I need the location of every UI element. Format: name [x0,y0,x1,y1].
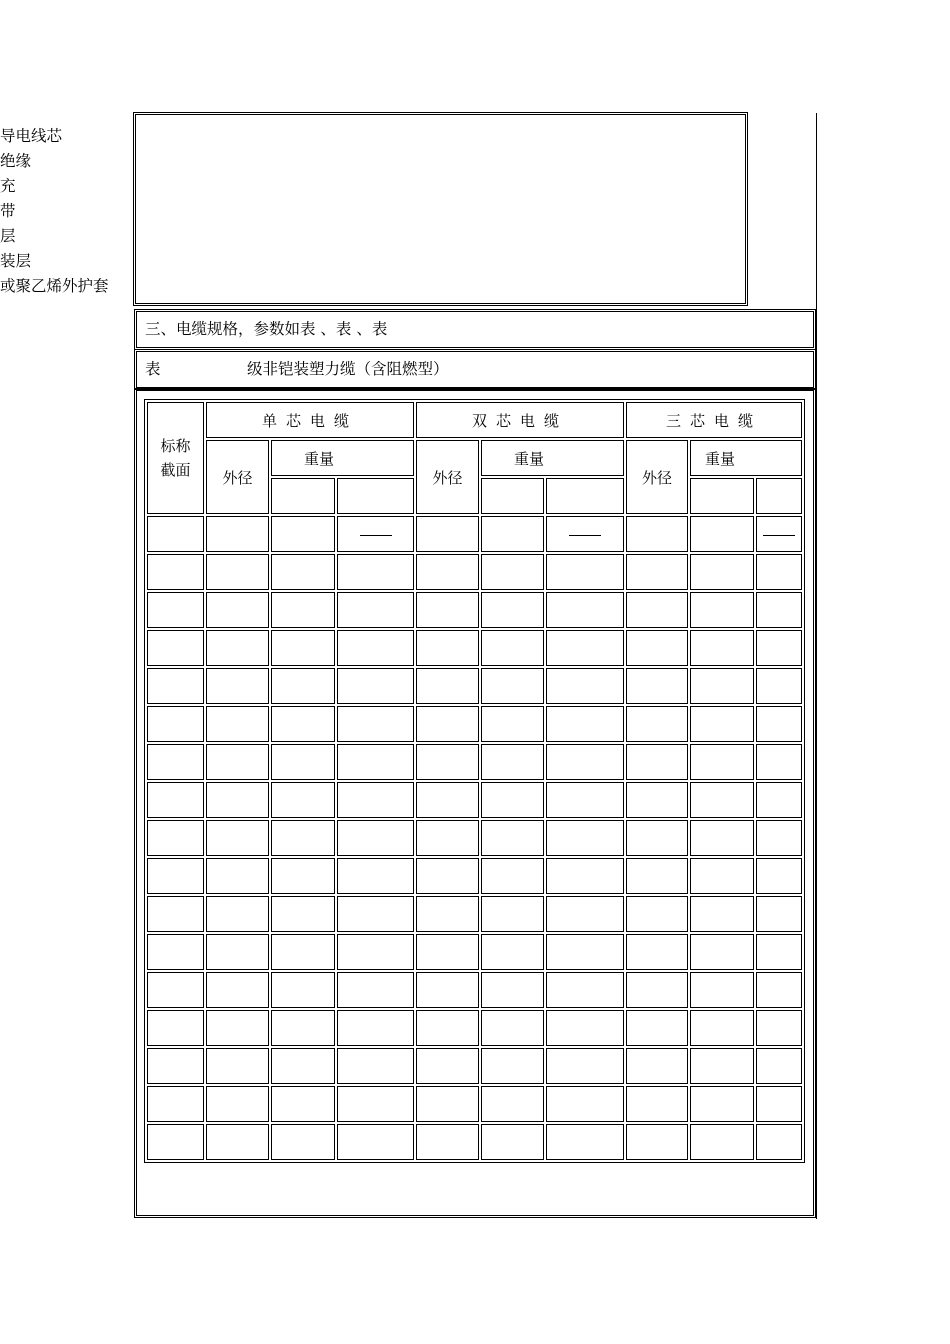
table-cell [626,668,688,704]
table-cell [206,592,269,628]
table-cell [756,1048,802,1084]
table-row [147,1010,802,1046]
table-row [147,972,802,1008]
table-cell [416,1048,479,1084]
header-outer-diameter: 外径 [206,440,269,514]
table-cell [416,1086,479,1122]
table-cell [337,1010,414,1046]
spec-table-frame [136,390,814,1216]
table-cell [271,858,335,894]
table-cell [756,668,802,704]
legend-item: 绝缘 [0,152,32,170]
table-cell [337,554,414,590]
table-cell [690,706,754,742]
table-cell [690,1124,754,1160]
header-outer-diameter: 外径 [626,440,688,514]
header-two-core: 双芯电缆 [416,402,624,438]
table-row [147,858,802,894]
table-row [147,820,802,856]
table-cell [481,668,544,704]
spec-table [144,399,805,1163]
section-heading-bar [136,311,814,348]
table-cell [481,972,544,1008]
table-cell [337,706,414,742]
table-cell [756,858,802,894]
table-cell [206,706,269,742]
table-cell [626,1048,688,1084]
table-row [147,896,802,932]
legend-item: 导电线芯 [0,127,63,145]
table-cell [206,972,269,1008]
header-weight-sub [690,478,754,514]
table-cell [546,1048,624,1084]
table-cell [481,1086,544,1122]
table-cell [147,592,204,628]
table-cell [337,744,414,780]
table-cell [147,934,204,970]
table-cell [690,1048,754,1084]
table-cell [756,1010,802,1046]
table-cell [271,934,335,970]
table-cell [756,820,802,856]
table-cell [690,516,754,552]
table-cell [416,1124,479,1160]
header-outer-diameter: 外径 [416,440,479,514]
table-cell [690,554,754,590]
table-cell [337,782,414,818]
legend-item: 带 [0,202,16,220]
table-cell [271,972,335,1008]
table-cell [756,630,802,666]
table-row [147,630,802,666]
table-cell [756,782,802,818]
table-cell [546,668,624,704]
table-cell [756,706,802,742]
table-row [147,1086,802,1122]
table-cell [147,972,204,1008]
table-cell [147,896,204,932]
table-cell [147,516,204,552]
table-cell [690,820,754,856]
table-cell [756,516,802,552]
dash-placeholder [763,535,795,536]
table-cell [271,1048,335,1084]
page-frame-line [816,113,817,1219]
table-cell [147,1010,204,1046]
table-row [147,706,802,742]
table-cell [690,630,754,666]
table-cell [546,934,624,970]
legend-item: 装层 [0,252,32,270]
table-cell [546,1124,624,1160]
header-nominal-line2: 截面 [160,461,191,479]
header-weight: 重量 [481,440,624,476]
header-weight-sub [546,478,624,514]
table-cell [147,744,204,780]
table-cell [206,1048,269,1084]
table-caption-title: 级非铠装塑力缆（含阻燃型） [247,360,449,378]
table-cell [546,896,624,932]
table-cell [690,592,754,628]
table-cell [690,744,754,780]
table-row [147,934,802,970]
table-cell [271,668,335,704]
table-cell [626,630,688,666]
table-cell [147,858,204,894]
table-cell [756,1124,802,1160]
table-cell [626,934,688,970]
table-cell [626,592,688,628]
table-cell [147,820,204,856]
table-caption-bar [136,351,814,388]
table-cell [147,1086,204,1122]
table-cell [206,858,269,894]
table-cell [206,1086,269,1122]
table-cell [690,1086,754,1122]
table-cell [147,706,204,742]
table-cell [206,934,269,970]
table-row [147,1048,802,1084]
legend-item: 或聚乙烯外护套 [0,277,109,295]
table-cell [546,554,624,590]
table-cell [546,972,624,1008]
table-cell [416,820,479,856]
table-cell [481,516,544,552]
table-cell [337,592,414,628]
table-cell [337,896,414,932]
table-cell [337,1048,414,1084]
table-cell [546,820,624,856]
table-cell [546,706,624,742]
table-cell [147,782,204,818]
table-cell [481,744,544,780]
table-cell [206,630,269,666]
table-cell [481,820,544,856]
table-cell [481,630,544,666]
table-cell [337,858,414,894]
table-cell [626,820,688,856]
section-heading: 三、电缆规格，参数如表 、表 、表 [145,320,388,338]
table-cell [206,554,269,590]
table-cell [626,554,688,590]
table-cell [271,630,335,666]
table-row [147,554,802,590]
table-cell [271,706,335,742]
table-cell [690,782,754,818]
table-cell [416,972,479,1008]
table-cell [337,1086,414,1122]
table-row [147,782,802,818]
table-cell [546,592,624,628]
table-cell [481,1010,544,1046]
table-cell [271,744,335,780]
table-cell [690,972,754,1008]
header-weight-sub [756,478,802,514]
table-cell [337,820,414,856]
table-cell [481,1048,544,1084]
legend-item: 层 [0,227,16,245]
table-cell [271,1010,335,1046]
table-cell [626,1124,688,1160]
table-cell [416,592,479,628]
table-row [147,1124,802,1160]
table-cell [271,1124,335,1160]
table-cell [337,934,414,970]
table-cell [481,858,544,894]
table-cell [626,972,688,1008]
header-single-core: 单芯电缆 [206,402,414,438]
table-cell [206,516,269,552]
table-cell [756,554,802,590]
table-cell [626,744,688,780]
header-weight-sub [271,478,335,514]
table-cell [416,896,479,932]
table-cell [147,668,204,704]
table-row [147,668,802,704]
table-cell [481,592,544,628]
table-cell [626,858,688,894]
table-cell [337,1124,414,1160]
table-cell [546,782,624,818]
table-cell [337,668,414,704]
table-cell [337,516,414,552]
table-cell [546,630,624,666]
table-row [147,744,802,780]
table-cell [481,706,544,742]
table-cell [206,1010,269,1046]
table-cell [481,896,544,932]
table-cell [271,820,335,856]
table-cell [546,1086,624,1122]
table-cell [416,744,479,780]
table-cell [756,592,802,628]
table-cell [690,668,754,704]
table-cell [206,782,269,818]
table-cell [481,1124,544,1160]
table-cell [626,706,688,742]
table-cell [626,1086,688,1122]
header-weight-sub [481,478,544,514]
table-cell [416,934,479,970]
table-cell [756,972,802,1008]
table-cell [271,896,335,932]
table-cell [416,516,479,552]
table-cell [416,782,479,818]
table-cell [626,516,688,552]
table-cell [337,630,414,666]
table-cell [206,668,269,704]
table-cell [271,592,335,628]
cable-diagram-frame [135,114,746,304]
header-weight-sub [337,478,414,514]
table-cell [206,820,269,856]
table-cell [147,630,204,666]
table-cell [147,1124,204,1160]
table-cell [690,1010,754,1046]
dash-placeholder [360,535,392,536]
table-cell [416,630,479,666]
table-cell [481,782,544,818]
table-cell [546,858,624,894]
table-row [147,516,802,552]
table-cell [481,934,544,970]
header-weight: 重量 [690,440,802,476]
table-cell [690,934,754,970]
table-cell [481,554,544,590]
table-cell [756,744,802,780]
table-cell [416,1010,479,1046]
table-cell [416,706,479,742]
table-cell [626,1010,688,1046]
dash-placeholder [569,535,601,536]
table-cell [546,744,624,780]
table-cell [147,554,204,590]
header-three-core: 三芯电缆 [626,402,802,438]
table-cell [756,934,802,970]
table-cell [690,858,754,894]
table-cell [546,516,624,552]
table-cell [626,782,688,818]
table-cell [206,896,269,932]
legend-list [0,126,109,301]
table-row [147,592,802,628]
table-cell [206,1124,269,1160]
table-cell [756,896,802,932]
table-cell [416,858,479,894]
header-nominal-section [147,402,204,514]
table-cell [416,668,479,704]
table-caption-prefix: 表 [145,360,161,378]
table-cell [147,1048,204,1084]
header-weight: 重量 [271,440,414,476]
table-cell [271,1086,335,1122]
table-cell [416,554,479,590]
table-cell [337,972,414,1008]
table-cell [756,1086,802,1122]
header-nominal-line1: 标称 [160,437,191,455]
table-cell [271,554,335,590]
table-cell [271,516,335,552]
table-cell [271,782,335,818]
table-cell [690,896,754,932]
table-cell [206,744,269,780]
table-cell [546,1010,624,1046]
table-cell [626,896,688,932]
legend-item: 充 [0,177,16,195]
